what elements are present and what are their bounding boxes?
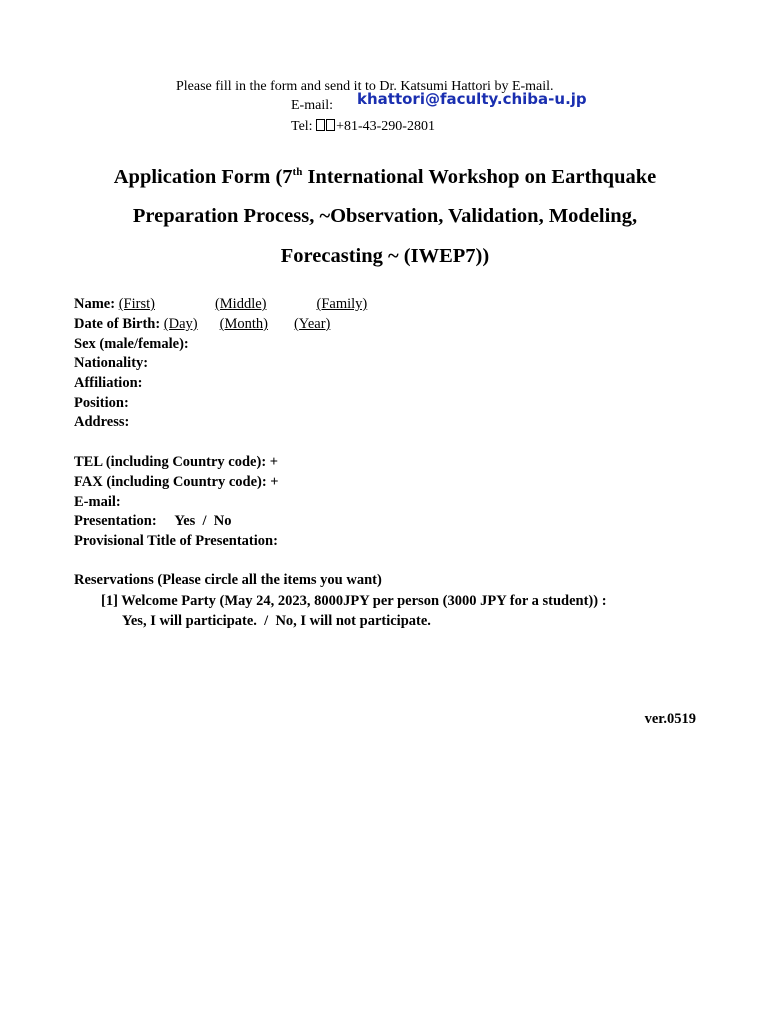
welcome-party-options[interactable]: Yes, I will participate. / No, I will not participate. — [122, 613, 431, 629]
presentation-label: Presentation: — [74, 513, 157, 529]
nationality-field[interactable]: Nationality: — [74, 355, 149, 371]
name-input-line[interactable]: (First) (Middle) (Family) — [118, 296, 368, 312]
instruction-text: Please fill in the form and send it to Dr. Katsumi Hattori by E-mail. — [176, 79, 554, 94]
fax-field[interactable]: FAX (including Country code): + — [74, 474, 279, 490]
presentation-options[interactable]: Yes / No — [174, 513, 232, 529]
tel-label: Tel: — [291, 119, 313, 134]
position-field[interactable]: Position: — [74, 395, 129, 411]
email-label: E-mail: — [291, 98, 333, 113]
welcome-party-item: [1] Welcome Party (May 24, 2023, 8000JPY per person (3000 JPY for a student)) : — [101, 593, 607, 609]
tel-line — [291, 119, 435, 135]
presentation-field[interactable] — [74, 513, 232, 530]
reservations-note: (Please circle all the items you want) — [157, 572, 382, 588]
tel-number: +81-43-290-2801 — [336, 119, 435, 134]
missing-glyph-icon — [316, 119, 336, 134]
reservations-heading: Reservations (Please circle all the items you want) — [74, 572, 382, 588]
form-title-line-3: Forecasting ~ (IWEP7)) — [280, 245, 490, 267]
dob-input-line[interactable]: (Day) (Month) (Year) — [163, 316, 331, 332]
email-field[interactable]: E-mail: — [74, 494, 121, 510]
form-title-line-1: Application Form (7th International Workshop on Earthquake — [113, 166, 657, 188]
name-label: Name: — [74, 296, 116, 312]
name-field[interactable] — [74, 296, 445, 313]
dob-label: Date of Birth: — [74, 316, 161, 332]
sex-field[interactable]: Sex (male/female): — [74, 336, 189, 352]
affiliation-field[interactable]: Affiliation: — [74, 375, 143, 391]
contact-email-link[interactable]: khattori@faculty.chiba-u.jp — [357, 90, 587, 108]
address-field[interactable]: Address: — [74, 414, 130, 430]
tel-field[interactable]: TEL (including Country code): + — [74, 454, 279, 470]
form-title-line-2: Preparation Process, ~Observation, Validation, Modeling, — [132, 205, 638, 227]
provisional-title-field[interactable]: Provisional Title of Presentation: — [74, 533, 278, 549]
version-label: ver.0519 — [644, 711, 696, 727]
date-of-birth-field[interactable] — [74, 316, 357, 333]
